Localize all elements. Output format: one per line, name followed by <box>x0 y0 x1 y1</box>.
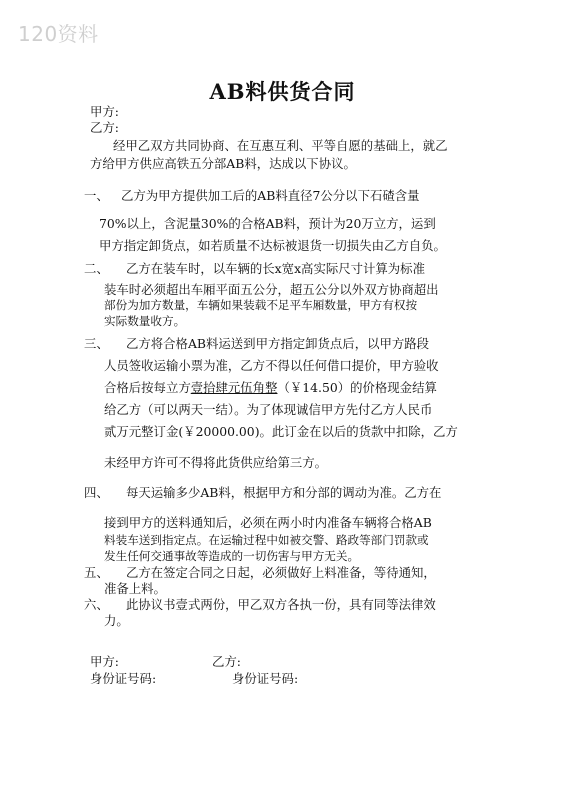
clause-line: 此协议书壹式两份，甲乙双方各执一份，具有同等法律效 <box>126 597 436 612</box>
clause-number: 五、 <box>84 565 109 580</box>
clause-line: 每天运输多少AB料，根据甲方和分部的调动为准。乙方在 <box>126 485 442 500</box>
party-b-label: 乙方: <box>90 120 119 135</box>
watermark: 120资料 <box>18 22 99 46</box>
clause-line <box>104 379 437 396</box>
clause-line: 准备上料。 <box>104 581 166 596</box>
clause-line: 乙方为甲方提供加工后的AB料直径7公分以下石碴含量 <box>121 188 420 203</box>
intro-line: 方给甲方供应高铁五分部AB料，达成以下协议。 <box>90 156 356 171</box>
clause-line: 乙方在装车时，以车辆的长x宽x高实际尺寸计算为标准 <box>126 261 425 276</box>
clause-line: 接到甲方的送料通知后，必须在两小时内准备车辆将合格AB <box>104 515 432 530</box>
clause-number: 六、 <box>84 597 109 612</box>
signature-id-a: 身份证号码: <box>90 671 157 686</box>
signature-id-b: 身份证号码: <box>232 671 299 686</box>
intro-line: 经甲乙双方共同协商、在互惠互利、平等自愿的基础上，就乙 <box>113 138 448 153</box>
signature-party-a: 甲方: <box>90 654 119 669</box>
clause-line: 实际数量收方。 <box>104 314 186 328</box>
clause-line: 甲方指定卸货点，如若质量不达标被退货一切损失由乙方自负。 <box>99 238 446 253</box>
clause-line: 人员签收运输小票为准，乙方不得以任何借口提价，甲方验收 <box>104 358 439 373</box>
clause-line: 未经甲方许可不得将此货供应给第三方。 <box>104 455 328 470</box>
clause-text: 合格后按每立方 <box>104 380 191 395</box>
clause-line: 70%以上，含泥量30%的合格AB料，预计为20万立方，运到 <box>99 216 436 231</box>
clause-number: 三、 <box>84 336 109 351</box>
clause-line: 装车时必须超出车厢平面五公分，超五公分以外双方协商超出 <box>104 282 439 297</box>
clause-line: 部份为加方数量，车辆如果装载不足平车厢数量，甲方有权按 <box>104 298 418 312</box>
clause-line: 料装车送到指定点。在运输过程中如被交警、路政等部门罚款或 <box>104 533 429 547</box>
clause-number: 二、 <box>84 261 109 276</box>
price-in-words: 壹拾肆元伍角整 <box>190 380 278 395</box>
clause-line: 发生任何交通事故等造成的一切伤害与甲方无关。 <box>104 549 360 563</box>
contract-title: AB料供货合同 <box>209 79 356 104</box>
clause-number: 四、 <box>84 485 109 500</box>
signature-party-b: 乙方: <box>212 654 241 669</box>
clause-text: （￥14.50）的价格现金结算 <box>277 380 437 395</box>
clause-line: 力。 <box>104 613 129 628</box>
clause-line: 乙方在签定合同之日起，必须做好上料准备，等待通知， <box>126 565 436 580</box>
clause-number: 一、 <box>84 188 109 203</box>
clause-line: 给乙方（可以两天一结）。为了体现诚信甲方先付乙方人民币 <box>104 402 433 417</box>
clause-line: 乙方将合格AB料运送到甲方指定卸货点后，以甲方路段 <box>126 336 430 351</box>
clause-line: 贰万元整订金(￥20000.00)。此订金在以后的货款中扣除，乙方 <box>104 424 458 439</box>
party-a-label: 甲方: <box>90 104 119 119</box>
